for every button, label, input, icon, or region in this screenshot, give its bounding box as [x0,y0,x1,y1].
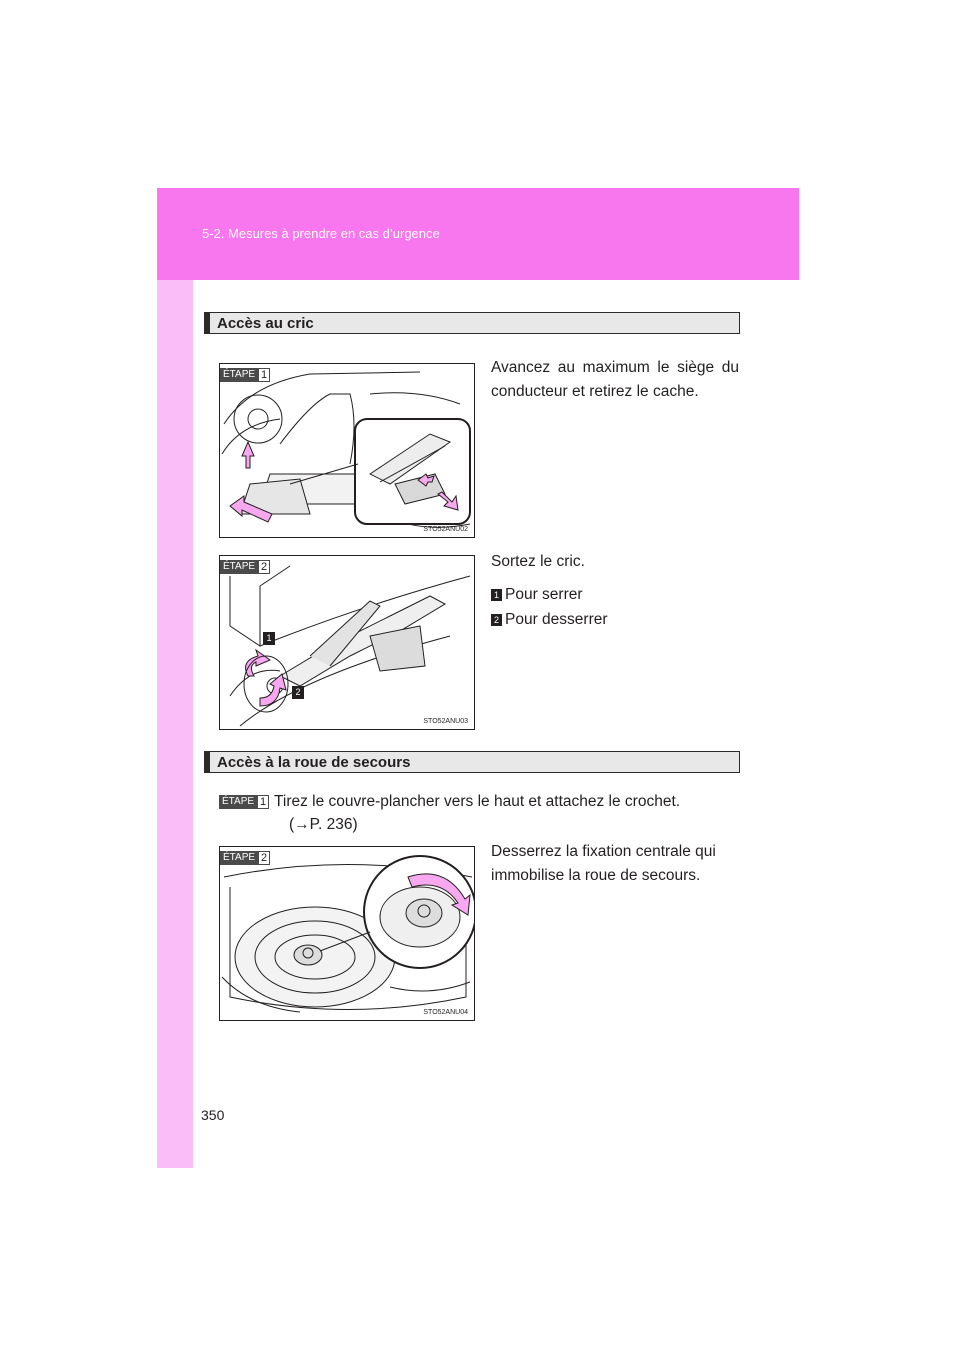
item-label: Pour desserrer [505,611,608,628]
step-text: Desserrez la fixation centrale qui immobilise la roue de secours. [491,843,716,884]
spare-tire-illustration [220,847,475,1021]
section-title-bar [204,312,740,334]
section-title-bar [204,751,740,773]
figure-code: STO52ANU04 [423,1009,468,1016]
step-text: Tirez le couvre-plancher vers le haut et attachez le crochet. [274,793,681,810]
section-header: 5-2. Mesures à prendre en cas d’urgence [202,226,440,241]
arrow-icon [244,650,288,712]
list-item [491,610,608,630]
item-number: 1 [491,589,502,601]
figure-code: STO52ANU03 [423,718,468,725]
page-margin-strip [157,188,193,1168]
step-badge: ÉTAPE 1 [220,368,270,382]
page-reference: (→P. 236) [289,816,358,833]
step-badge: ÉTAPE 1 [219,795,269,809]
figure-callout-2: 2 [292,686,304,699]
step-badge: ÉTAPE 2 [220,560,270,574]
jack-illustration [220,556,475,730]
figure-spare-tire [219,846,475,1021]
step-badge: ÉTAPE 2 [220,851,270,865]
figure-driver-seat-cover [219,363,475,538]
section-title: Accès au cric [217,315,314,332]
step-text: Sortez le cric. [491,553,585,570]
section-title: Accès à la roue de secours [217,754,411,771]
figure-callout-1: 1 [263,632,275,645]
seat-illustration [220,364,475,538]
figure-jack [219,555,475,730]
list-item [491,585,583,605]
step-text: Avancez au maximum le siège du conducteur et retirez le cache. [491,359,739,400]
item-label: Pour serrer [505,586,583,603]
figure-code: STO52ANU02 [423,526,468,533]
page-number: 350 [201,1107,225,1123]
item-number: 2 [491,614,502,626]
